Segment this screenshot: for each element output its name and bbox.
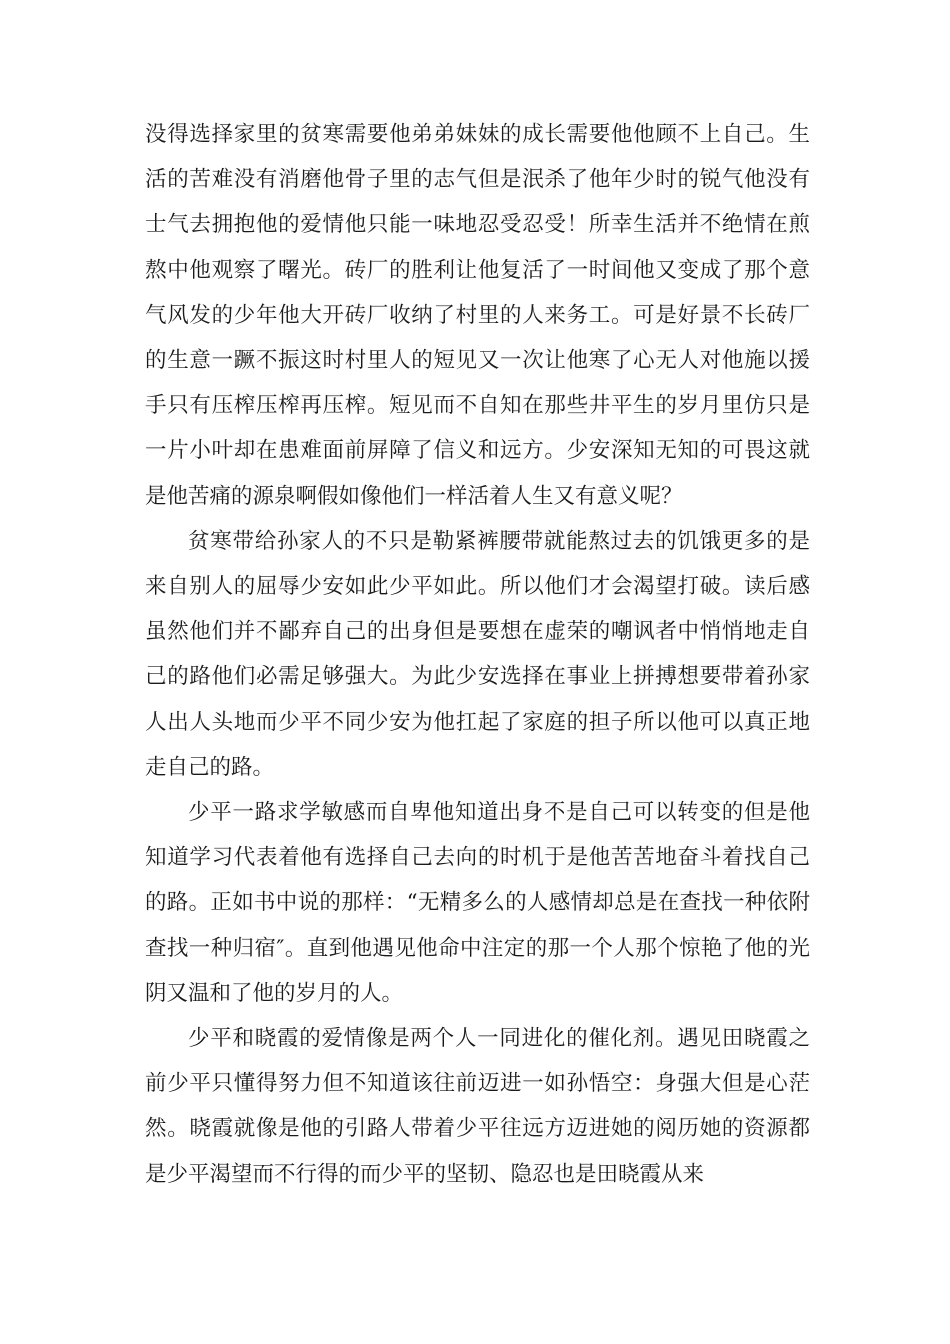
body-text xyxy=(145,112,810,1197)
paragraph-3: 少平一路求学敏感而自卑他知道出身不是自己可以转变的但是他知道学习代表着他有选择自己去向的时机于是他苦苦地奋斗着找自己的路。正如书中说的那样：“无精多么的人感情却总是在查找一种依附查找一种归宿″。直到他遇见他命中注定的那一个人那个惊艳了他的光阴又温和了他的岁月的人。 xyxy=(145,800,810,1006)
paragraph-1: 没得选择家里的贫寒需要他弟弟妹妹的成长需要他他顾不上自己。生活的苦难没有消磨他骨子里的志气但是泯杀了他年少时的锐气他没有士气去拥抱他的爱情他只能一味地忍受忍受！所幸生活并不绝情在煎熬中他观察了曙光。砖厂的胜利让他复活了一时间他又变成了那个意气风发的少年他大开砖厂收纳了村里的人来务工。可是好景不长砖厂的生意一蹶不振这时村里人的短见又一次让他寒了心无人对他施以援手只有压榨压榨再压榨。短见而不自知在那些井平生的岁月里仿只是一片小叶却在患难面前屏障了信义和远方。少安深知无知的可畏这就是他苦痛的源泉啊假如像他们一样活着人生又有意义呢？ xyxy=(145,122,810,509)
paragraph-4: 少平和晓霞的爱情像是两个人一同进化的催化剂。遇见田晓霞之前少平只懂得努力但不知道该往前迈进一如孙悟空：身强大但是心茫然。晓霞就像是他的引路人带着少平往远方迈进她的阅历她的资源都是少平渴望而不行得的而少平的坚韧、隐忍也是田晓霞从来 xyxy=(145,1026,810,1187)
paragraph-2: 贫寒带给孙家人的不只是勒紧裤腰带就能熬过去的饥饿更多的是来自别人的屈辱少安如此少平如此。所以他们才会渴望打破。读后感虽然他们并不鄙弃自己的出身但是要想在虚荣的嘲讽者中悄悄地走自己的路他们必需足够强大。为此少安选择在事业上拼搏想要带着孙家人出人头地而少平不同少安为他扛起了家庭的担子所以他可以真正地走自己的路。 xyxy=(145,528,810,780)
